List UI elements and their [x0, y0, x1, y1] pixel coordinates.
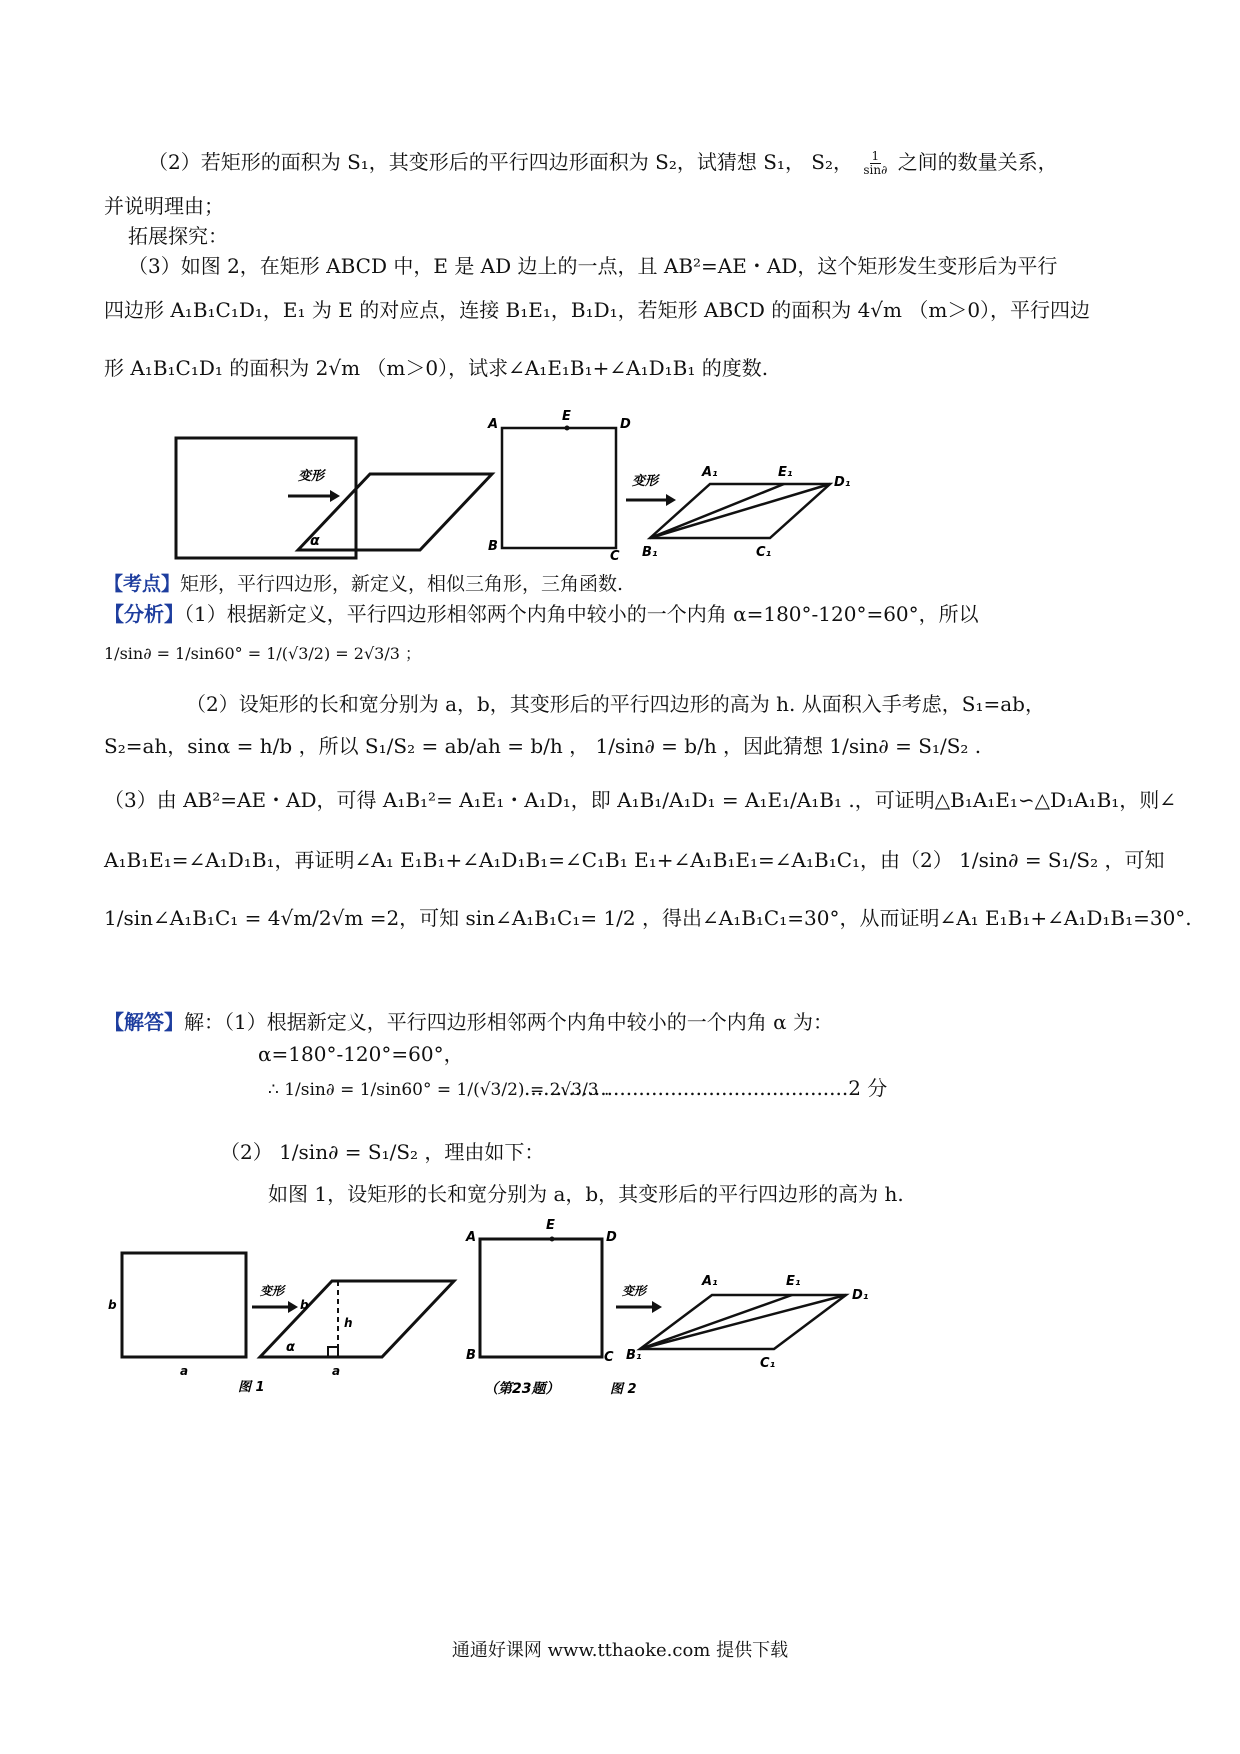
label-e1-bottom: E₁ [786, 1274, 801, 1289]
problem-part2-line [148, 148, 1058, 177]
jieda-label: 【解答】 [104, 1010, 184, 1034]
problem-part3-line1: （3）如图 2，在矩形 ABCD 中，E 是 AD 边上的一点，且 AB²=AE・AD，这个矩形发生变形后为平行 [128, 254, 1058, 278]
label-e: E [562, 410, 571, 424]
problem-part2-text: （2）若矩形的面积为 S₁，其变形后的平行四边形面积为 S₂，试猜想 S₁， S₂， [148, 150, 854, 174]
point-e-bottom [550, 1237, 555, 1242]
arrow-head-bottom-icon [288, 1301, 298, 1313]
figure-bottom [100, 1215, 900, 1405]
fenxi-line5: （3）由 AB²=AE・AD，可得 A₁B₁²= A₁E₁・A₁D₁，即 A₁B₁/A₁D₁ = A₁E₁/A₁B₁ .，可证明△B₁A₁E₁∽△D₁A₁B₁，则∠ [104, 788, 1177, 812]
arrow2-label-bottom: 变形 [622, 1284, 647, 1298]
fenxi-line2: 1/sin∂ = 1/sin60° = 1/(√3/2) = 2√3/3 ； [104, 644, 421, 663]
label-side-b: b [108, 1298, 117, 1312]
label-d-bottom: D [606, 1230, 617, 1245]
arrow-head-icon [330, 490, 340, 502]
label-d1: D₁ [834, 475, 851, 490]
jieda-line1 [104, 1008, 833, 1036]
fig1-caption: 图 1 [238, 1380, 265, 1395]
square-abcd-bottom [480, 1239, 602, 1357]
problem-part3-line3: 形 A₁B₁C₁D₁ 的面积为 2√m （m＞0），试求∠A₁E₁B₁+∠A₁D₁B₁ 的度数. [104, 356, 769, 380]
label-side-a: a [180, 1364, 189, 1378]
label-b2: b [300, 1298, 309, 1312]
problem-number-caption: （第23题） [484, 1381, 560, 1397]
label-c1: C₁ [756, 545, 772, 560]
arrow2-label: 变形 [632, 474, 659, 489]
fenxi-label: 【分析】 [104, 602, 184, 626]
problem-part2-cont: 并说明理由； [104, 194, 224, 218]
figure-top [170, 410, 870, 570]
fenxi-line7: 1/sin∠A₁B₁C₁ = 4√m/2√m =2，可知 sin∠A₁B₁C₁= 1/2 ，得出∠A₁B₁C₁=30°，从而证明∠A₁ E₁B₁+∠A₁D₁B₁=30°. [104, 906, 1192, 930]
label-d: D [620, 417, 631, 432]
parallelogram-shape [298, 474, 492, 550]
label-b1-bottom: B₁ [626, 1348, 642, 1363]
fenxi-line4: S₂=ah，sinα = h/b ，所以 S₁/S₂ = ab/ah = b/h ， 1/sin∂ = b/h ，因此猜想 1/sin∂ = S₁/S₂ . [104, 734, 982, 758]
label-c-bottom: C [604, 1350, 614, 1365]
jieda-line5: 如图 1，设矩形的长和宽分别为 a，b，其变形后的平行四边形的高为 h. [268, 1182, 904, 1206]
jieda-line2: α=180°-120°=60°， [258, 1042, 464, 1066]
label-h: h [344, 1316, 353, 1330]
arrow2-head-bottom-icon [652, 1301, 662, 1313]
alpha-label: α [310, 533, 320, 549]
arrow-label: 变形 [298, 469, 325, 484]
kaodian-label: 【考点】 [104, 573, 181, 595]
fenxi-text1: （1）根据新定义，平行四边形相邻两个内角中较小的一个内角 α=180°-120°=60°，所以 [184, 602, 979, 626]
fenxi-line6: A₁B₁E₁=∠A₁D₁B₁，再证明∠A₁ E₁B₁+∠A₁D₁B₁=∠C₁B₁ E₁+∠A₁B₁E₁=∠A₁B₁C₁，由（2） 1/sin∂ = S₁/S₂ ，可知 [104, 848, 1165, 872]
label-c1-bottom: C₁ [760, 1356, 776, 1371]
arrow2-head-icon [666, 494, 676, 506]
page-footer: 通通好课网 www.tthaoke.com 提供下载 [451, 1640, 789, 1661]
segment-b1e1 [650, 484, 784, 538]
problem-part3-line2: 四边形 A₁B₁C₁D₁，E₁ 为 E 的对应点，连接 B₁E₁，B₁D₁，若矩形 ABCD 的面积为 4√m （m＞0），平行四边 [104, 298, 1091, 322]
fenxi-line3: （2）设矩形的长和宽分别为 a，b，其变形后的平行四边形的高为 h. 从面积入手考虑，S₁=ab， [186, 692, 1045, 716]
label-b: B [488, 539, 498, 554]
rectangle-ab [122, 1253, 246, 1357]
label-d1-bottom: D₁ [852, 1288, 869, 1303]
label-b-bottom: B [466, 1348, 476, 1363]
kaodian-line [104, 570, 623, 598]
one-over-sin-fraction: $\frac{1}{\sin\partial}$ [863, 149, 888, 177]
label-e1: E₁ [778, 465, 793, 480]
label-e-bottom: E [546, 1218, 555, 1233]
rectangle-shape [176, 438, 356, 558]
square-abcd [502, 428, 616, 548]
fig2-caption: 图 2 [610, 1382, 637, 1397]
segment-b1d1 [650, 484, 830, 538]
label-a2: a [332, 1364, 341, 1378]
fenxi-line1 [104, 600, 979, 628]
label-alpha-bottom: α [286, 1340, 295, 1355]
point-e [565, 426, 570, 431]
extension-heading: 拓展探究： [128, 224, 228, 248]
jieda-line3: ∴ 1/sin∂ = 1/sin60° = 1/(√3/2) = 2√3/3 . [268, 1080, 610, 1100]
jieda-score: ...................................................2 分 [524, 1076, 888, 1100]
kaodian-text: 矩形，平行四边形，新定义，相似三角形，三角函数. [180, 573, 624, 595]
segment-b1e1-bottom [640, 1295, 792, 1349]
segment-b1d1-bottom [640, 1295, 846, 1349]
jieda-line4: （2） 1/sin∂ = S₁/S₂ ，理由如下： [220, 1140, 545, 1164]
problem-part2-tail: 之间的数量关系， [897, 150, 1058, 174]
label-a-bottom: A [466, 1230, 477, 1245]
label-b1: B₁ [642, 545, 658, 560]
label-c: C [610, 549, 620, 564]
label-a: A [488, 417, 499, 432]
label-a1: A₁ [702, 465, 718, 480]
arrow-label-bottom: 变形 [260, 1284, 285, 1298]
jieda-text1: 解：（1）根据新定义，平行四边形相邻两个内角中较小的一个内角 α 为： [184, 1010, 833, 1034]
label-a1-bottom: A₁ [702, 1274, 718, 1289]
